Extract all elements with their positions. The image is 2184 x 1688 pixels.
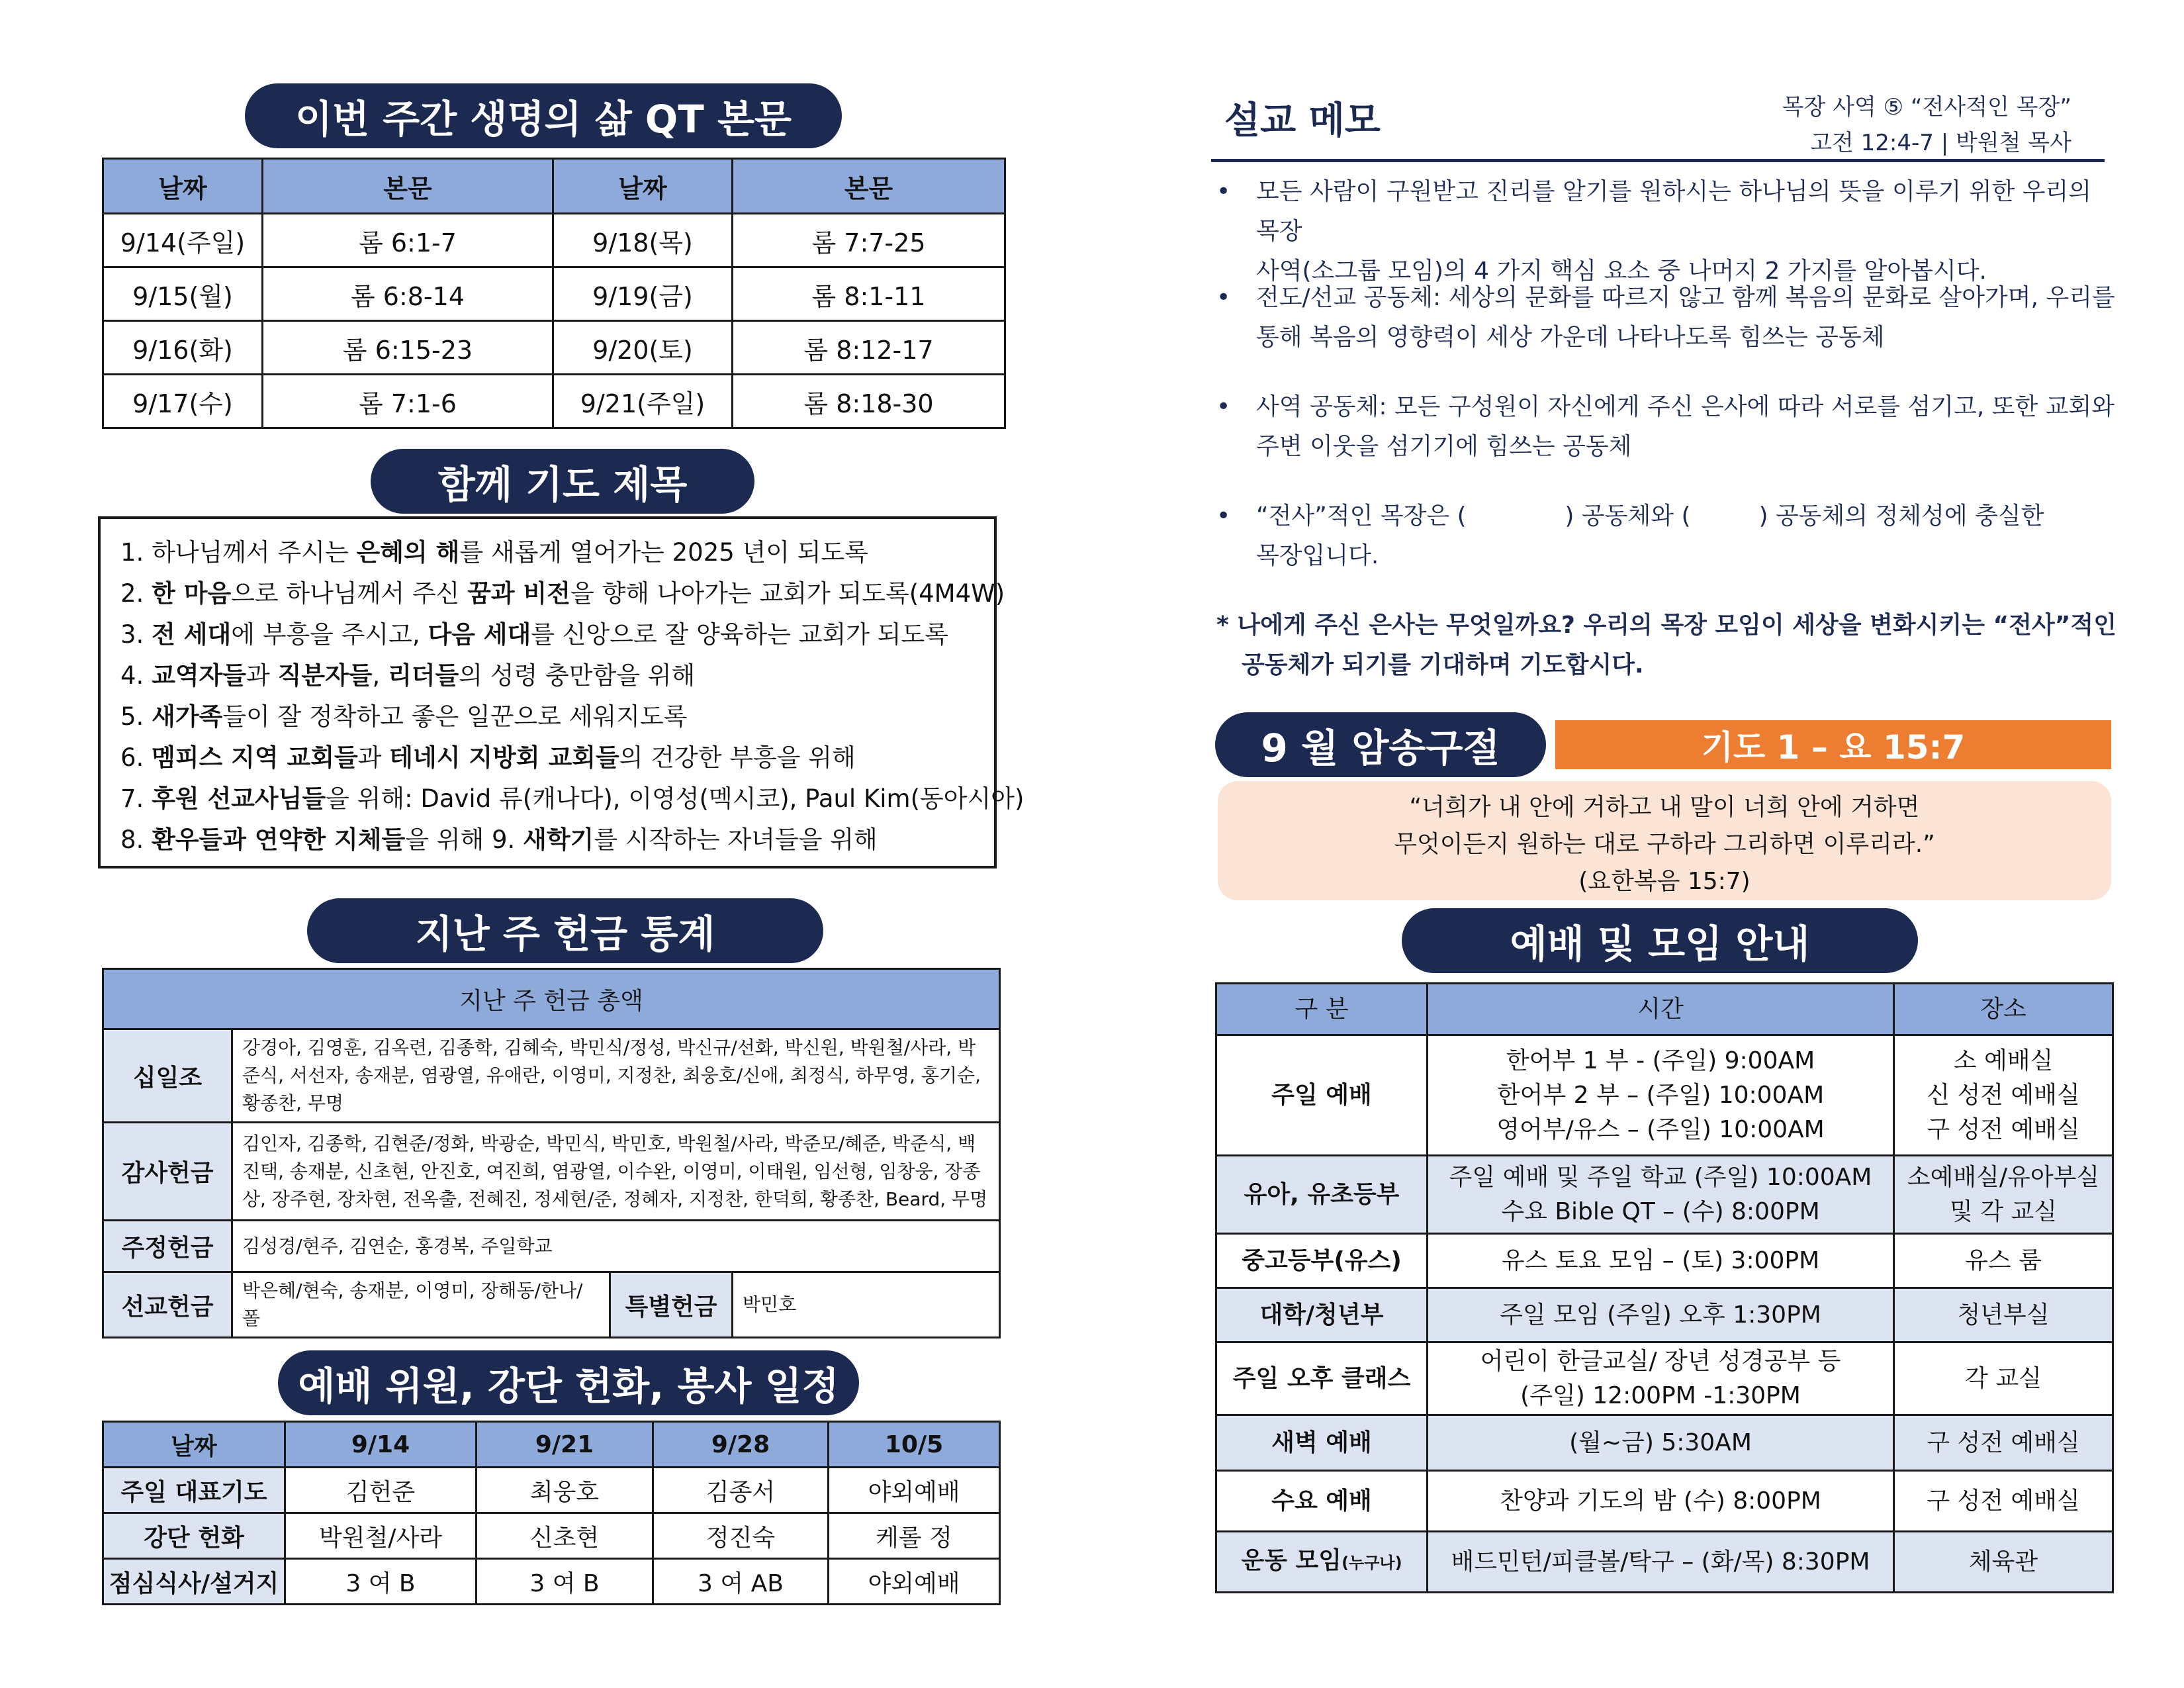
table-row	[1216, 1288, 2113, 1342]
table-row	[103, 321, 1005, 375]
service-header: 9/14	[285, 1422, 477, 1468]
qt-header: 본문	[263, 159, 553, 214]
sermon-series: 목장 사역 ⑤ “전사적인 목장”	[1782, 94, 2071, 120]
qt-cell: 9/15(월)	[103, 267, 263, 321]
sermon-bullet: • “전사”적인 목장은 ( ) 공동체와 ( ) 공동체의 정체성에 충실한 목장입니다.	[1216, 496, 2116, 576]
service-row-label: 강단 헌화	[103, 1513, 285, 1559]
qt-cell: 9/21(주일)	[553, 375, 733, 428]
qt-cell: 롬 6:1-7	[263, 214, 553, 267]
service-cell: 정진숙	[653, 1513, 829, 1559]
table-row	[1216, 1532, 2113, 1593]
worship-place: 청년부실	[1894, 1288, 2113, 1342]
qt-header: 본문	[733, 159, 1005, 214]
service-row-label: 주일 대표기도	[103, 1468, 285, 1513]
sermon-note: * 나에게 주신 은사는 무엇일까요? 우리의 목장 모임이 세상을 변화시키는 “전사”적인 공동체가 되기를 기대하며 기도합시다.	[1216, 612, 2116, 679]
qt-header: 날짜	[103, 159, 263, 214]
mission-names: 박은혜/현숙, 송재분, 이영미, 장해동/한나/폴	[232, 1272, 610, 1338]
sermon-divider	[1211, 159, 2105, 162]
thanks-label: 감사헌금	[103, 1123, 232, 1221]
special-names: 박민호	[733, 1272, 1000, 1338]
worship-time: 한어부 1 부 - (주일) 9:00AM 한어부 2 부 – (주일) 10:00AM 영어부/유스 – (주일) 10:00AM	[1428, 1035, 1894, 1156]
worship-category: 주일 예배	[1216, 1035, 1428, 1156]
sermon-bullet: • 전도/선교 공동체: 세상의 문화를 따르지 않고 함께 복음의 문화로 살아가며, 우리를 통해 복음의 영향력이 세상 가운데 나타나도록 힘쓰는 공동체	[1216, 278, 2116, 357]
service-header: 날짜	[103, 1422, 285, 1468]
worship-category: 중고등부(유스)	[1216, 1234, 1428, 1288]
worship-place: 유스 룸	[1894, 1234, 2113, 1288]
service-header: 9/28	[653, 1422, 829, 1468]
worship-place: 각 교실	[1894, 1342, 2113, 1415]
prayer-list	[98, 516, 1024, 868]
qt-cell: 롬 7:1-6	[263, 375, 553, 428]
qt-table	[102, 158, 1006, 429]
prayer-item: 6. 멤피스 지역 교회들과 테네시 지방회 교회들의 건강한 부흥을 위해	[120, 743, 856, 772]
worship-time: 유스 토요 모임 – (토) 3:00PM	[1428, 1234, 1894, 1288]
table-row	[103, 375, 1005, 428]
service-cell: 박원철/사라	[285, 1513, 477, 1559]
special-label: 특별헌금	[610, 1272, 733, 1338]
prayer-item: 4. 교역자들과 직분자들, 리더들의 성령 충만함을 위해	[120, 661, 696, 690]
worship-category: 유아, 유초등부	[1216, 1156, 1428, 1234]
worship-place: 소 예배실 신 성전 예배실 구 성전 예배실	[1894, 1035, 2113, 1156]
service-title: 예배 위원, 강단 헌화, 봉사 일정	[278, 1350, 859, 1415]
tithe-label: 십일조	[103, 1029, 232, 1123]
bullet-icon: •	[1216, 178, 1231, 205]
prayer-item: 1. 하나님께서 주시는 은혜의 해를 새롭게 열어가는 2025 년이 되도록	[120, 538, 869, 567]
weekly-names: 김성경/현주, 김연순, 홍경복, 주일학교	[232, 1221, 1000, 1272]
bullet-icon: •	[1216, 393, 1231, 420]
worship-category: 대학/청년부	[1216, 1288, 1428, 1342]
memory-verse: “너희가 내 안에 거하고 내 말이 너희 안에 거하면 무엇이든지 원하는 대로 구하라 그리하면 이루리라.” (요한복음 15:7)	[1218, 781, 2111, 900]
qt-cell: 롬 8:12-17	[733, 321, 1005, 375]
tithe-names: 강경아, 김영훈, 김옥련, 김종학, 김혜숙, 박민식/정성, 박신규/선화, 박신원, 박원철/사라, 박준식, 서선자, 송재분, 염광열, 유애란, 이영미, 지정찬, 최웅호/신애, 최정식, 하무영, 홍기순, 황종찬, 무명	[232, 1029, 1000, 1123]
worship-time: 어린이 한글교실/ 장년 성경공부 등 (주일) 12:00PM -1:30PM	[1428, 1342, 1894, 1415]
qt-header: 날짜	[553, 159, 733, 214]
prayer-title: 함께 기도 제목	[371, 449, 754, 514]
sermon-bullet: • 모든 사람이 구원받고 진리를 알기를 원하시는 하나님의 뜻을 이루기 위한 우리의 목장 사역(소그룹 모임)의 4 가지 핵심 요소 중 나머지 2 가지를 알아봅시다.	[1216, 172, 2116, 291]
bullet-icon: •	[1216, 502, 1231, 530]
service-cell: 3 여 AB	[653, 1559, 829, 1605]
service-cell: 3 여 B	[285, 1559, 477, 1605]
verse-title: 9 월 암송구절	[1215, 712, 1546, 777]
worship-category: 수요 예배	[1216, 1471, 1428, 1532]
qt-cell: 9/17(수)	[103, 375, 263, 428]
worship-time: 찬양과 기도의 밤 (수) 8:00PM	[1428, 1471, 1894, 1532]
sermon-reference: 고전 12:4-7 | 박원철 목사	[1810, 130, 2071, 156]
mission-label: 선교헌금	[103, 1272, 232, 1338]
qt-title: 이번 주간 생명의 삶 QT 본문	[245, 83, 842, 148]
service-cell: 김종서	[653, 1468, 829, 1513]
sermon-title: 설교 메모	[1224, 99, 1381, 142]
service-cell: 야외예배	[829, 1559, 1000, 1605]
table-row	[1216, 1035, 2113, 1156]
service-cell: 김헌준	[285, 1468, 477, 1513]
qt-cell: 9/14(주일)	[103, 214, 263, 267]
prayer-item: 3. 전 세대에 부흥을 주시고, 다음 세대를 신앙으로 잘 양육하는 교회가 되도록	[120, 620, 948, 649]
service-table	[102, 1421, 1001, 1605]
worship-header: 장소	[1894, 984, 2113, 1035]
table-row	[103, 1513, 1000, 1559]
service-header: 9/21	[477, 1422, 653, 1468]
table-row	[103, 1559, 1000, 1605]
worship-table	[1215, 982, 2114, 1593]
service-row-label: 점심식사/설거지	[103, 1559, 285, 1605]
worship-place: 구 성전 예배실	[1894, 1471, 2113, 1532]
qt-cell: 9/19(금)	[553, 267, 733, 321]
worship-category: 주일 오후 클래스	[1216, 1342, 1428, 1415]
qt-cell: 롬 6:15-23	[263, 321, 553, 375]
worship-place: 소예배실/유아부실 및 각 교실	[1894, 1156, 2113, 1234]
verse-tag: 기도 1 – 요 15:7	[1555, 720, 2111, 769]
worship-title: 예배 및 모임 안내	[1402, 908, 1918, 973]
service-cell: 케롤 정	[829, 1513, 1000, 1559]
bullet-icon: •	[1216, 284, 1231, 311]
thanks-names: 김인자, 김종학, 김현준/정화, 박광순, 박민식, 박민호, 박원철/사라, 박준모/혜준, 박준식, 백진택, 송재분, 신초현, 안진호, 여진희, 염광열, 이수완, 이영미, 이태원, 임선형, 임창웅, 장종상, 장주현, 장차현, 전옥출, 전혜진, 정세현/준, 정혜자, 지정찬, 한덕희, 황종찬, Beard, 무명	[232, 1123, 1000, 1221]
offering-table	[102, 968, 1001, 1338]
qt-cell: 롬 6:8-14	[263, 267, 553, 321]
table-row	[1216, 1342, 2113, 1415]
worship-place: 체육관	[1894, 1532, 2113, 1593]
table-row	[103, 267, 1005, 321]
worship-place: 구 성전 예배실	[1894, 1415, 2113, 1471]
worship-time: 주일 예배 및 주일 학교 (주일) 10:00AM 수요 Bible QT – (수) 8:00PM	[1428, 1156, 1894, 1234]
worship-header: 구 분	[1216, 984, 1428, 1035]
worship-category: 운동 모임(누구나)	[1216, 1532, 1428, 1593]
prayer-item: 2. 한 마음으로 하나님께서 주신 꿈과 비전을 향해 나아가는 교회가 되도록(4M4W)	[120, 579, 1005, 608]
table-row	[103, 1468, 1000, 1513]
weekly-label: 주정헌금	[103, 1221, 232, 1272]
table-row	[1216, 1156, 2113, 1234]
offering-header: 지난 주 헌금 총액	[103, 969, 1000, 1029]
qt-cell: 9/18(목)	[553, 214, 733, 267]
qt-cell: 롬 8:18-30	[733, 375, 1005, 428]
worship-time: (월~금) 5:30AM	[1428, 1415, 1894, 1471]
qt-cell: 롬 8:1-11	[733, 267, 1005, 321]
qt-cell: 롬 7:7-25	[733, 214, 1005, 267]
worship-time: 주일 모임 (주일) 오후 1:30PM	[1428, 1288, 1894, 1342]
service-header: 10/5	[829, 1422, 1000, 1468]
prayer-item: 7. 후원 선교사님들을 위해: David 류(캐나다), 이영성(멕시코), Paul Kim(동아시아)	[120, 784, 1024, 813]
worship-header: 시간	[1428, 984, 1894, 1035]
prayer-item: 5. 새가족들이 잘 정착하고 좋은 일꾼으로 세워지도록	[120, 702, 688, 731]
table-row	[1216, 1415, 2113, 1471]
service-cell: 신초현	[477, 1513, 653, 1559]
qt-cell: 9/16(화)	[103, 321, 263, 375]
table-row	[1216, 1471, 2113, 1532]
prayer-item: 8. 환우들과 연약한 지체들을 위해 9. 새학기를 시작하는 자녀들을 위해	[120, 825, 878, 854]
service-cell: 3 여 B	[477, 1559, 653, 1605]
service-cell: 야외예배	[829, 1468, 1000, 1513]
worship-category: 새벽 예배	[1216, 1415, 1428, 1471]
worship-time: 배드민턴/피클볼/탁구 – (화/목) 8:30PM	[1428, 1532, 1894, 1593]
service-cell: 최웅호	[477, 1468, 653, 1513]
table-row	[103, 214, 1005, 267]
offering-title: 지난 주 헌금 통계	[307, 898, 823, 963]
table-row	[1216, 1234, 2113, 1288]
qt-cell: 9/20(토)	[553, 321, 733, 375]
sermon-bullet: • 사역 공동체: 모든 구성원이 자신에게 주신 은사에 따라 서로를 섬기고, 또한 교회와 주변 이웃을 섬기기에 힘쓰는 공동체	[1216, 387, 2116, 467]
